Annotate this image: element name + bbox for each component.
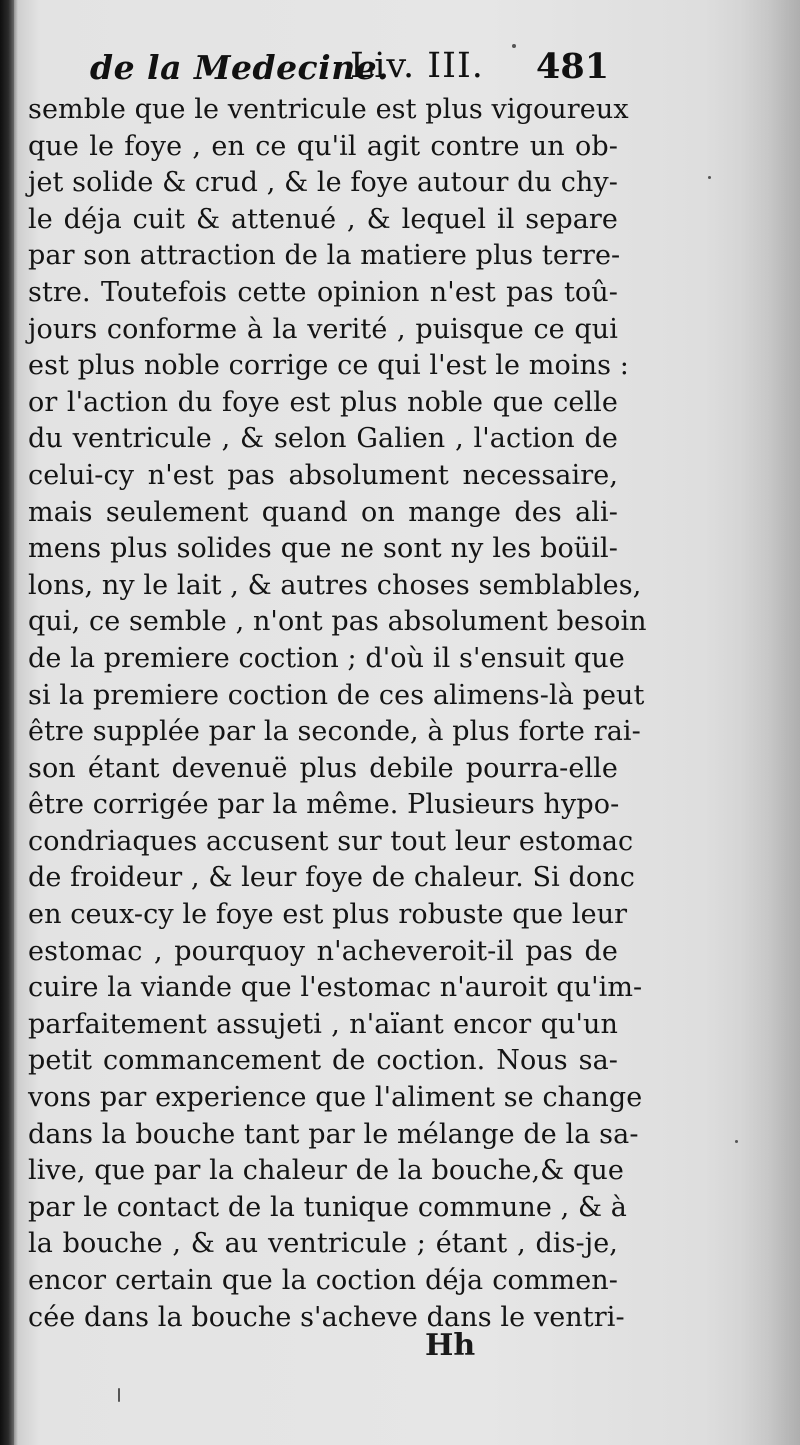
text-line: cuire la viande que l'estomac n'auroit qu'im- [28,972,643,1004]
paper-speck [118,1388,120,1402]
text-line: de froideur , & leur foye de chaleur. Si donc [28,862,635,894]
text-line: qui, ce semble , n'ont pas absolument besoin [28,606,647,638]
text-line: le déja cuit & attenué , & lequel il separe [28,203,618,235]
text-line: mais seulement quand on mange des ali- [28,496,618,528]
page-binding-edge [0,0,14,1445]
text-line: lons, ny le lait , & autres choses semblables, [28,569,642,601]
text-line: petit commancement de coction. Nous sa- [28,1045,618,1077]
text-line: parfaitement assujeti , n'aïant encor qu'un [28,1008,618,1040]
text-line: en ceux-cy le foye est plus robuste que leur [28,899,628,931]
running-head-book: Liv. III. [350,46,484,86]
text-line: estomac , pourquoy n'acheveroit-il pas de [28,935,618,967]
text-line: par son attraction de la matiere plus terre- [28,240,621,272]
text-line: live, que par la chaleur de la bouche,& que [28,1155,624,1187]
text-line: par le contact de la tunique commune , & à [28,1191,627,1223]
paper-speck [708,176,711,179]
text-line: vons par experience que l'aliment se change [28,1082,643,1114]
text-line: condriaques accusent sur tout leur estomac [28,825,634,857]
text-line: celui-cy n'est pas absolument necessaire, [28,459,618,491]
paper-speck [735,1140,738,1143]
signature-mark: Hh [425,1328,476,1363]
paper-speck [512,44,516,48]
text-line: est plus noble corrige ce qui l'est le moins : [28,350,629,382]
text-line: du ventricule , & selon Galien , l'action de [28,423,618,455]
text-line: être supplée par la seconde, à plus forte rai- [28,716,641,748]
text-line: dans la bouche tant par le mélange de la sa- [28,1118,639,1150]
text-line: encor certain que la coction déja commen- [28,1265,618,1296]
body-text [28,92,647,1336]
text-line: or l'action du foye est plus noble que celle [28,386,618,418]
text-line: de la premiere coction ; d'où il s'ensuit que [28,642,625,674]
text-line: la bouche , & au ventricule ; étant , dis-je, [28,1228,618,1260]
text-line: stre. Toutefois cette opinion n'est pas toû- [28,276,618,308]
text-line: mens plus solides que ne sont ny les boüil- [28,533,618,565]
page-shadow [740,0,800,1445]
text-line: cée dans la bouche s'acheve dans le ventri- [28,1301,625,1333]
text-line: être corrigée par la même. Plusieurs hypo- [28,789,620,821]
running-head-title: de la Medecine. [90,48,390,87]
text-line: que le foye , en ce qu'il agit contre un ob- [28,130,618,162]
text-line: son étant devenuë plus debile pourra-elle [28,752,618,784]
text-line: jours conforme à la verité , puisque ce qui [28,313,618,345]
text-line: semble que le ventricule est plus vigoureux [28,94,629,125]
running-head [90,40,610,100]
text-line: jet solide & crud , & le foye autour du chy- [28,167,618,199]
text-line: si la premiere coction de ces alimens-là peut [28,679,645,711]
page-number: 481 [536,46,610,87]
